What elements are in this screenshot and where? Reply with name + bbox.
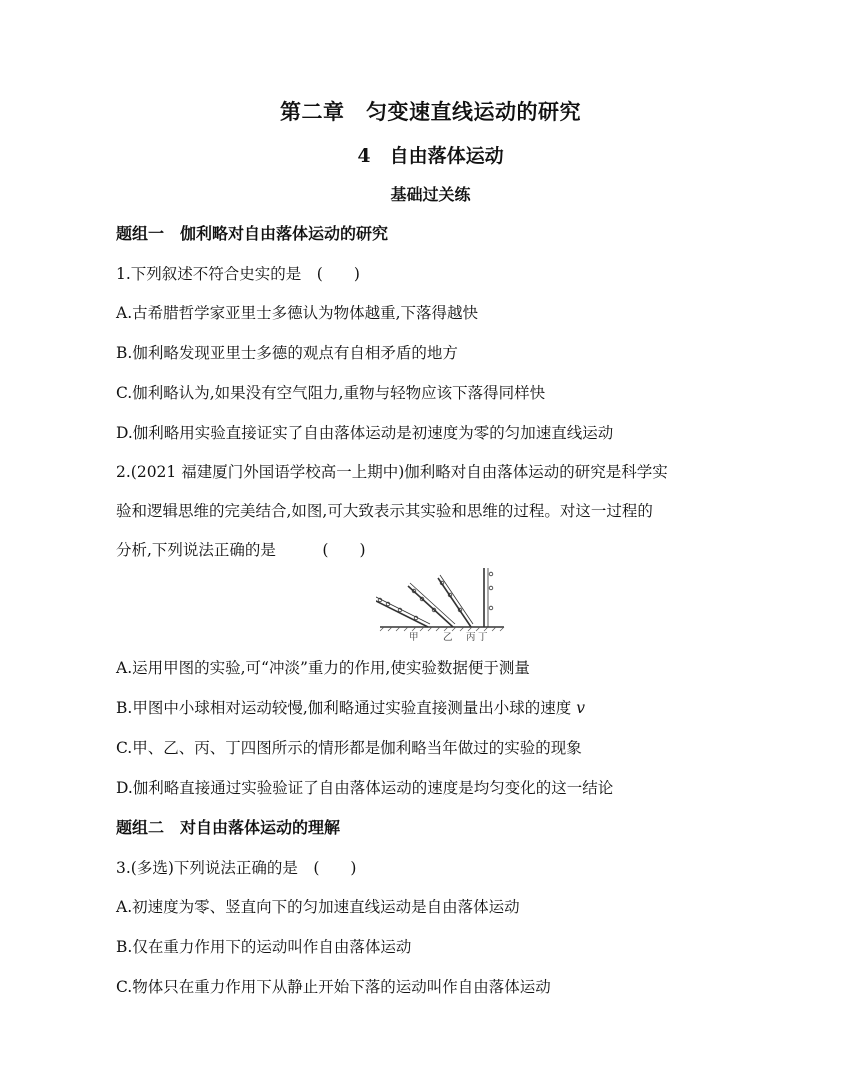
inclined-plane-figure	[376, 564, 510, 644]
question-3-stem: 3.(多选)下列说法正确的是 ( )	[116, 859, 357, 877]
ball	[489, 606, 493, 610]
incline-bing	[438, 575, 473, 627]
figure-label-jia: 甲	[409, 632, 419, 643]
question-2-option-a: A.运用甲图的实验,可“冲淡”重力的作用,使实验数据便于测量	[116, 659, 530, 677]
velocity-symbol: v	[576, 699, 585, 717]
question-1-option-c: C.伽利略认为,如果没有空气阻力,重物与轻物应该下落得同样快	[116, 384, 546, 402]
question-1-option-d: D.伽利略用实验直接证实了自由落体运动是初速度为零的匀加速直线运动	[116, 424, 614, 442]
question-2-option-b	[116, 696, 585, 718]
figure-label-ding: 丁	[478, 632, 488, 643]
question-2-stem-line-2: 验和逻辑思维的完美结合,如图,可大致表示其实验和思维的过程。对这一过程的	[116, 502, 653, 520]
question-2-option-c: C.甲、乙、丙、丁四图所示的情形都是伽利略当年做过的实验的现象	[116, 739, 582, 757]
group-title-1: 题组一 伽利略对自由落体运动的研究	[116, 224, 389, 243]
question-2-option-b-text: B.甲图中小球相对运动较慢,伽利略通过实验直接测量出小球的速度	[116, 699, 577, 717]
subsection-title: 基础过关练	[390, 185, 471, 204]
question-3-option-b: B.仅在重力作用下的运动叫作自由落体运动	[116, 938, 412, 956]
question-3-option-a: A.初速度为零、竖直向下的匀加速直线运动是自由落体运动	[116, 898, 520, 916]
vertical-ding	[484, 568, 493, 627]
figure-label-yi: 乙	[443, 632, 453, 643]
figure-label-bing: 丙	[466, 632, 476, 643]
group-title-2: 题组二 对自由落体运动的理解	[116, 818, 341, 837]
question-1-stem: 1.下列叙述不符合史实的是 ( )	[116, 265, 360, 283]
ball	[489, 572, 493, 576]
question-2-stem-line-1: 2.(2021 福建厦门外国语学校高一上期中)伽利略对自由落体运动的研究是科学实	[116, 463, 668, 481]
incline-jia	[376, 595, 430, 627]
question-2-option-d: D.伽利略直接通过实验验证了自由落体运动的速度是均匀变化的这一结论	[116, 779, 614, 797]
section-title: 4 自由落体运动	[357, 145, 504, 167]
chapter-title: 第二章 匀变速直线运动的研究	[280, 99, 581, 124]
ball	[489, 586, 493, 590]
question-3-option-c: C.物体只在重力作用下从静止开始下落的运动叫作自由落体运动	[116, 978, 551, 996]
question-2-stem-line-3: 分析,下列说法正确的是 ( )	[116, 541, 366, 559]
question-1-option-b: B.伽利略发现亚里士多德的观点有自相矛盾的地方	[116, 344, 458, 362]
question-1-option-a: A.古希腊哲学家亚里士多德认为物体越重,下落得越快	[116, 304, 479, 322]
